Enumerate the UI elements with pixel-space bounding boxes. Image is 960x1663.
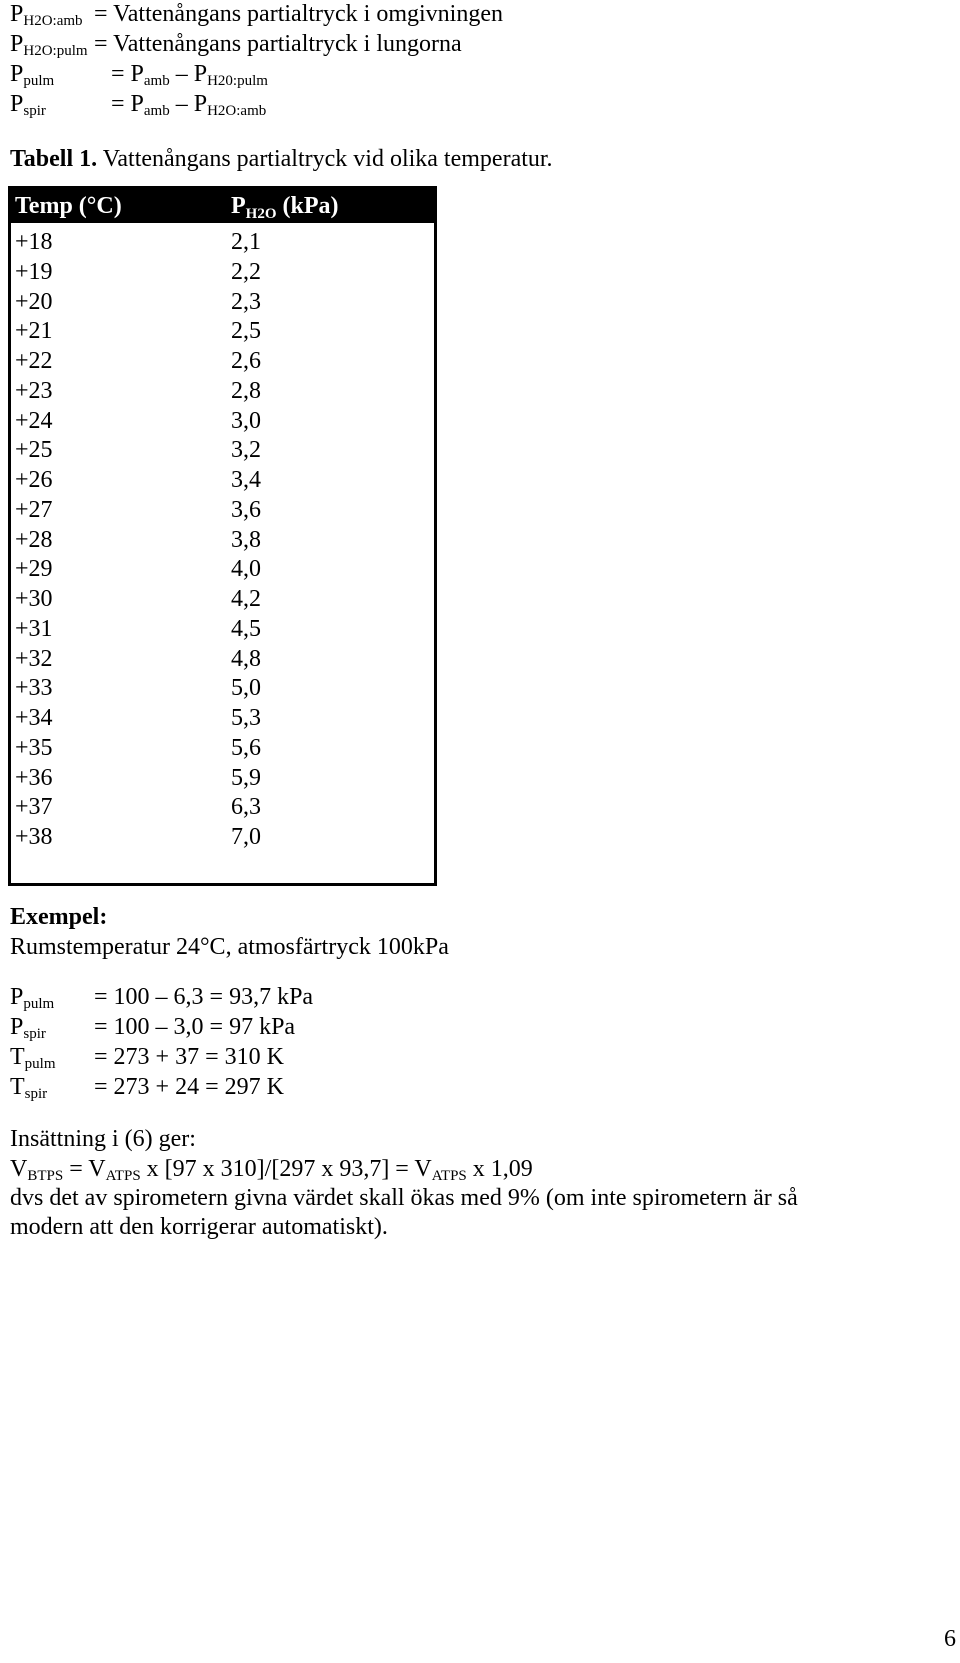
cell-temp: +26: [15, 467, 53, 493]
example-conditions: Rumstemperatur 24°C, atmosfärtryck 100kPa: [10, 934, 449, 960]
cell-pressure: 4,0: [231, 556, 261, 583]
cell-temp: +31: [15, 615, 53, 642]
cell-pressure: 3,6: [231, 496, 261, 523]
table-row: [11, 644, 434, 675]
cell-temp: +27: [15, 496, 53, 523]
cell-temp: +29: [15, 556, 53, 583]
table-row: [11, 584, 434, 615]
cell-pressure: 2,5: [231, 318, 261, 345]
cell-pressure: 3,2: [231, 437, 261, 464]
definition-p-h2o-pulm: $P_{H2O:pulm}$ = Vattenångans partialtryck i lungorna: [10, 31, 462, 59]
table-row: [11, 316, 434, 347]
table-row: [11, 763, 434, 794]
cell-pressure: 2,2: [231, 258, 261, 285]
cell-temp: +32: [15, 645, 53, 672]
table-row: [11, 227, 434, 258]
formula-line: $V_{BTPS} = V_{ATPS}$ x [97 x 310]/[297 x $93,7] = V_{ATPS}$ x 1,09: [10, 1156, 533, 1184]
cell-temp: +34: [15, 705, 53, 731]
cell-pressure: 5,0: [231, 675, 261, 702]
table-row: [11, 376, 434, 407]
definition-p-h2o-amb: $P_{H2O:amb}$ = Vattenångans partialtryck i omgivningen: [10, 1, 503, 29]
page-number: 6: [944, 1626, 956, 1652]
table-row: [11, 703, 434, 734]
cell-pressure: 6,3: [231, 794, 261, 821]
cell-pressure: 2,8: [231, 377, 261, 404]
cell-pressure: 4,8: [231, 645, 261, 672]
table-row: [11, 733, 434, 764]
cell-temp: +33: [15, 675, 53, 702]
table-row: [11, 822, 434, 853]
table-header: [11, 189, 434, 223]
calc-p-pulm: $P_{pulm}$ = 100 – 6,3 = 93,7 kPa: [10, 984, 314, 1012]
cell-temp: +37: [15, 794, 53, 821]
definition-p-spir: $P_{spir}$ = $P_{amb} - P_{H2O:amb}$: [10, 91, 267, 119]
table-row: [11, 495, 434, 526]
calc-t-pulm: $T_{pulm}$ = 273 + 37 = 310 K: [10, 1044, 284, 1072]
table-row: [11, 406, 434, 437]
table-caption-text: Vattenångans partialtryck vid olika temperatur.: [97, 146, 553, 172]
conclusion-line-1: dvs det av spirometern givna värdet skall ökas med 9% (om inte spirometern är så: [10, 1185, 798, 1211]
cell-temp: +19: [15, 258, 53, 285]
cell-temp: +21: [15, 318, 53, 345]
table-caption: [10, 145, 553, 173]
example-heading: Exempel:: [10, 904, 108, 930]
insertion-text: Insättning i (6) ger:: [10, 1126, 196, 1152]
cell-pressure: 2,6: [231, 348, 261, 374]
cell-temp: +35: [15, 734, 53, 761]
table-row: [11, 287, 434, 318]
table-row: [11, 673, 434, 704]
cell-pressure: 5,6: [231, 734, 261, 761]
cell-pressure: 3,0: [231, 407, 261, 434]
table-row: [11, 465, 434, 496]
header-pressure: $P_{H2O}$ (kPa): [231, 193, 339, 222]
table-caption-label: Tabell 1.: [10, 146, 98, 172]
cell-pressure: 4,5: [231, 615, 261, 642]
header-temp: Temp (°C): [15, 193, 122, 219]
table-row: [11, 346, 434, 377]
cell-pressure: 3,8: [231, 526, 261, 553]
table-row: [11, 792, 434, 823]
cell-temp: +28: [15, 526, 53, 553]
cell-pressure: 3,4: [231, 467, 261, 493]
cell-temp: +30: [15, 586, 53, 612]
cell-temp: +36: [15, 764, 53, 791]
table-row: [11, 525, 434, 556]
cell-pressure: 5,9: [231, 764, 261, 791]
cell-temp: +20: [15, 288, 53, 315]
conclusion-line-2: modern att den korrigerar automatiskt).: [10, 1214, 388, 1240]
cell-pressure: 7,0: [231, 824, 261, 850]
cell-temp: +22: [15, 348, 53, 374]
table-row: [11, 554, 434, 585]
calc-t-spir: $T_{spir}$ = 273 + 24 = 297 K: [10, 1074, 284, 1102]
cell-temp: +38: [15, 824, 53, 850]
cell-temp: +18: [15, 229, 53, 255]
cell-temp: +23: [15, 377, 53, 404]
cell-temp: +25: [15, 437, 53, 464]
vapor-pressure-table: [8, 186, 437, 886]
cell-pressure: 2,3: [231, 288, 261, 315]
cell-temp: +24: [15, 407, 53, 434]
table-row: [11, 257, 434, 288]
cell-pressure: 4,2: [231, 586, 261, 612]
cell-pressure: 5,3: [231, 705, 261, 731]
table-row: [11, 614, 434, 645]
table-row: [11, 435, 434, 466]
calc-p-spir: $P_{spir}$ = 100 – 3,0 = 97 kPa: [10, 1014, 296, 1042]
cell-pressure: 2,1: [231, 229, 261, 255]
definition-p-pulm: $P_{pulm}$ = $P_{amb} - P_{H20:pulm}$: [10, 61, 268, 89]
